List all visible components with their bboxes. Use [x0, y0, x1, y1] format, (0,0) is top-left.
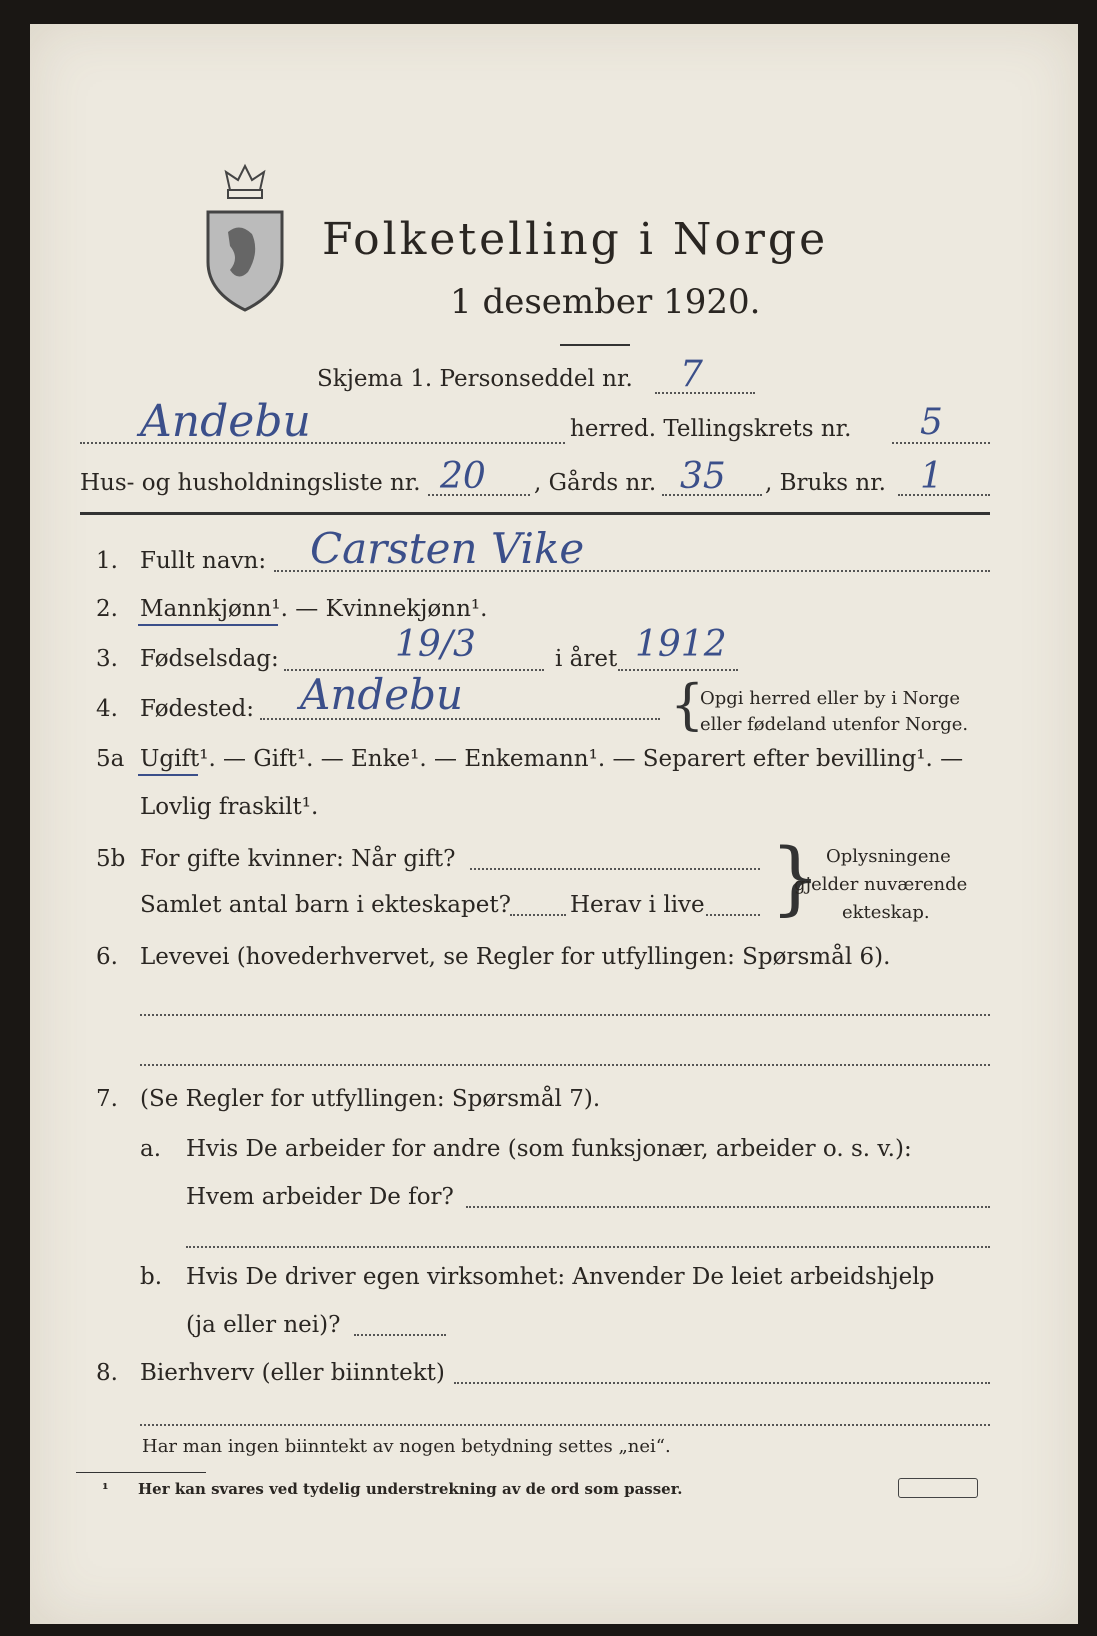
q4-label: Fødested: — [140, 696, 255, 722]
title-divider — [560, 344, 630, 346]
q5b-note-1: Oplysningene — [826, 846, 951, 867]
q5b-line — [470, 868, 760, 870]
personseddel-line — [655, 392, 755, 394]
q7-label: (Se Regler for utfyllingen: Spørsmål 7). — [140, 1086, 601, 1112]
q3-year-line — [618, 669, 738, 671]
q7b-label-2: (ja eller nei)? — [186, 1312, 341, 1338]
q7a-label-2: Hvem arbeider De for? — [186, 1184, 454, 1210]
footnote-marker: ¹ — [102, 1480, 109, 1498]
herred-label: herred. Tellingskrets nr. — [570, 416, 852, 442]
schema-label: Skjema 1. Personseddel nr. — [317, 366, 633, 392]
hus-label: Hus- og husholdningsliste nr. — [80, 470, 421, 496]
q6-line-2 — [140, 1064, 990, 1066]
q5b-number: 5b — [96, 846, 126, 872]
q3-number: 3. — [96, 646, 118, 672]
gards-value: 35 — [680, 456, 726, 497]
q8-line-2 — [140, 1424, 990, 1426]
q8-note: Har man ingen biinntekt av nogen betydning settes „nei“. — [142, 1436, 671, 1457]
hus-value: 20 — [440, 456, 486, 497]
q4-note-2: eller fødeland utenfor Norge. — [700, 714, 969, 735]
q7a-letter: a. — [140, 1136, 162, 1162]
q5b-note-3: ekteskap. — [842, 902, 930, 923]
q7a-label: Hvis De arbeider for andre (som funksjonær, arbeider o. s. v.): — [186, 1136, 912, 1162]
q5b-label: For gifte kvinner: Når gift? — [140, 846, 456, 872]
census-form-sheet — [30, 24, 1078, 1624]
gards-label: , Gårds nr. — [534, 470, 657, 496]
q8-number: 8. — [96, 1360, 118, 1386]
q2-underline — [138, 624, 278, 626]
q6-number: 6. — [96, 944, 118, 970]
personseddel-value: 7 — [680, 354, 703, 395]
q5b-label-2: Samlet antal barn i ekteskapet? — [140, 892, 511, 918]
q4-number: 4. — [96, 696, 118, 722]
q6-line-1 — [140, 1014, 990, 1016]
q3-year-label: i året — [555, 646, 618, 672]
q5b-note-2: gjelder nuværende — [794, 874, 968, 895]
q7b-line — [354, 1334, 446, 1336]
q1-number: 1. — [96, 548, 118, 574]
header-divider — [80, 512, 990, 515]
q5b-brace: } — [770, 831, 821, 924]
q2-label: Mannkjønn¹. — Kvinnekjønn¹. — [140, 596, 488, 622]
q5a-number: 5a — [96, 746, 125, 772]
q5a-underline — [138, 774, 198, 776]
q7b-letter: b. — [140, 1264, 163, 1290]
bruks-value: 1 — [920, 456, 943, 497]
q5a-label: Ugift¹. — Gift¹. — Enke¹. — Enkemann¹. — Separert efter bevilling¹. — — [140, 746, 964, 772]
bruks-label: , Bruks nr. — [765, 470, 886, 496]
q1-value: Carsten Vike — [310, 524, 585, 573]
q3-label: Fødselsdag: — [140, 646, 279, 672]
herred-value: Andebu — [140, 396, 311, 447]
q3-day-value: 19/3 — [395, 624, 476, 665]
coat-of-arms-icon — [200, 162, 290, 312]
q6-label: Levevei (hovederhvervet, se Regler for utfyllingen: Spørsmål 6). — [140, 944, 891, 970]
footnote-text: Her kan svares ved tydelig understrekning av de ord som passer. — [138, 1480, 683, 1498]
q5b-line-2 — [510, 914, 566, 916]
q2-number: 2. — [96, 596, 118, 622]
q7b-label: Hvis De driver egen virksomhet: Anvender De leiet arbeidshjelp — [186, 1264, 935, 1290]
q5b-label-3: Herav i live — [570, 892, 705, 918]
q3-year-value: 1912 — [635, 624, 727, 665]
q4-note-1: Opgi herred eller by i Norge — [700, 688, 961, 709]
form-date: 1 desember 1920. — [450, 282, 761, 322]
q4-value: Andebu — [300, 670, 464, 719]
q7-number: 7. — [96, 1086, 118, 1112]
q5a-label-2: Lovlig fraskilt¹. — [140, 794, 319, 820]
q1-label: Fullt navn: — [140, 548, 267, 574]
q7a-line-1 — [466, 1206, 990, 1208]
q8-label: Bierhverv (eller biinntekt) — [140, 1360, 445, 1386]
q4-brace: { — [670, 673, 705, 736]
q8-line-1 — [454, 1382, 990, 1384]
bruks-line — [898, 494, 990, 496]
tellingskrets-value: 5 — [920, 402, 943, 443]
q7a-line-2 — [186, 1246, 990, 1248]
printer-stamp — [898, 1478, 978, 1498]
form-title: Folketelling i Norge — [322, 214, 829, 265]
q5b-line-3 — [706, 914, 760, 916]
footnote-rule — [76, 1472, 206, 1473]
